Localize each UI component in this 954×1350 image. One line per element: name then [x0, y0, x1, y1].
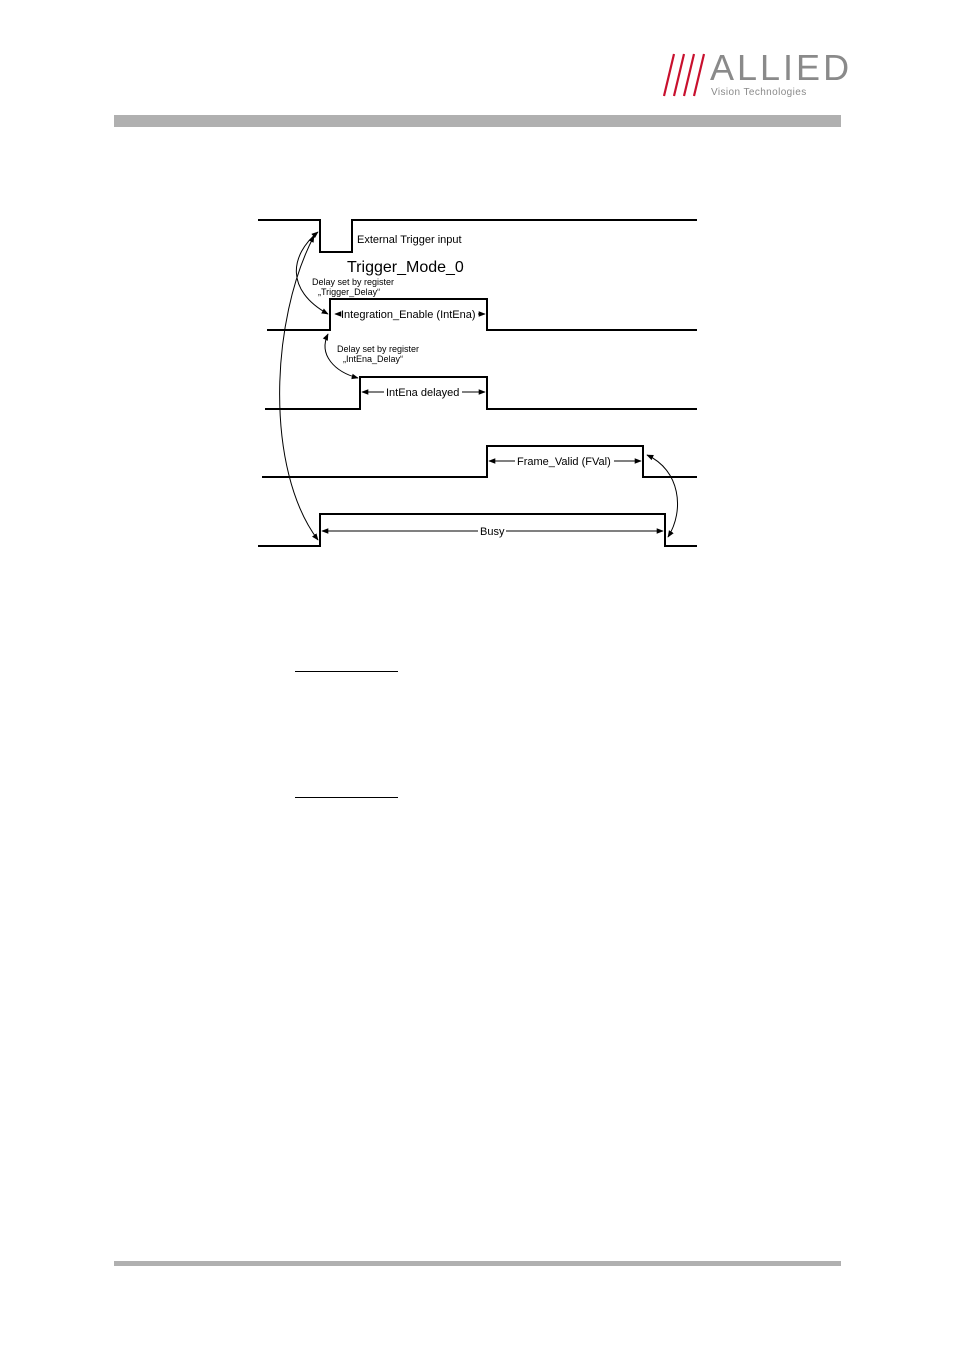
- logo-wordmark: ALLIED: [710, 47, 853, 88]
- logo-slashes-icon: [662, 52, 710, 100]
- footer-rule: [114, 1261, 841, 1266]
- integration-enable-label: Integration_Enable (IntEna): [341, 309, 476, 321]
- diagram-title: Trigger_Mode_0: [347, 259, 464, 276]
- busy-waveform: [258, 514, 697, 546]
- external-trigger-label: External Trigger input: [357, 234, 462, 246]
- underline-rule-1: [295, 671, 398, 672]
- header-rule: [114, 115, 841, 127]
- trigger-delay-arrow: [296, 232, 328, 314]
- frame-valid-label: Frame_Valid (FVal): [517, 456, 611, 468]
- trigger-delay-label-1: Delay set by register: [312, 277, 395, 287]
- intena-delay-label-2: „IntEna_Delay“: [343, 354, 404, 364]
- intena-delayed-waveform: [265, 377, 697, 409]
- intena-delayed-label: IntEna delayed: [386, 387, 460, 399]
- trigger-delay-label-2: „Trigger_Delay“: [318, 287, 381, 297]
- busy-label: Busy: [480, 526, 505, 538]
- fval-busy-arrow: [647, 455, 678, 537]
- company-logo: [662, 47, 853, 100]
- timing-diagram: [240, 200, 710, 560]
- external-trigger-waveform: [258, 220, 697, 252]
- intena-delay-label-1: Delay set by register: [337, 344, 420, 354]
- logo-tagline: Vision Technologies: [711, 87, 807, 98]
- underline-rule-2: [295, 797, 398, 798]
